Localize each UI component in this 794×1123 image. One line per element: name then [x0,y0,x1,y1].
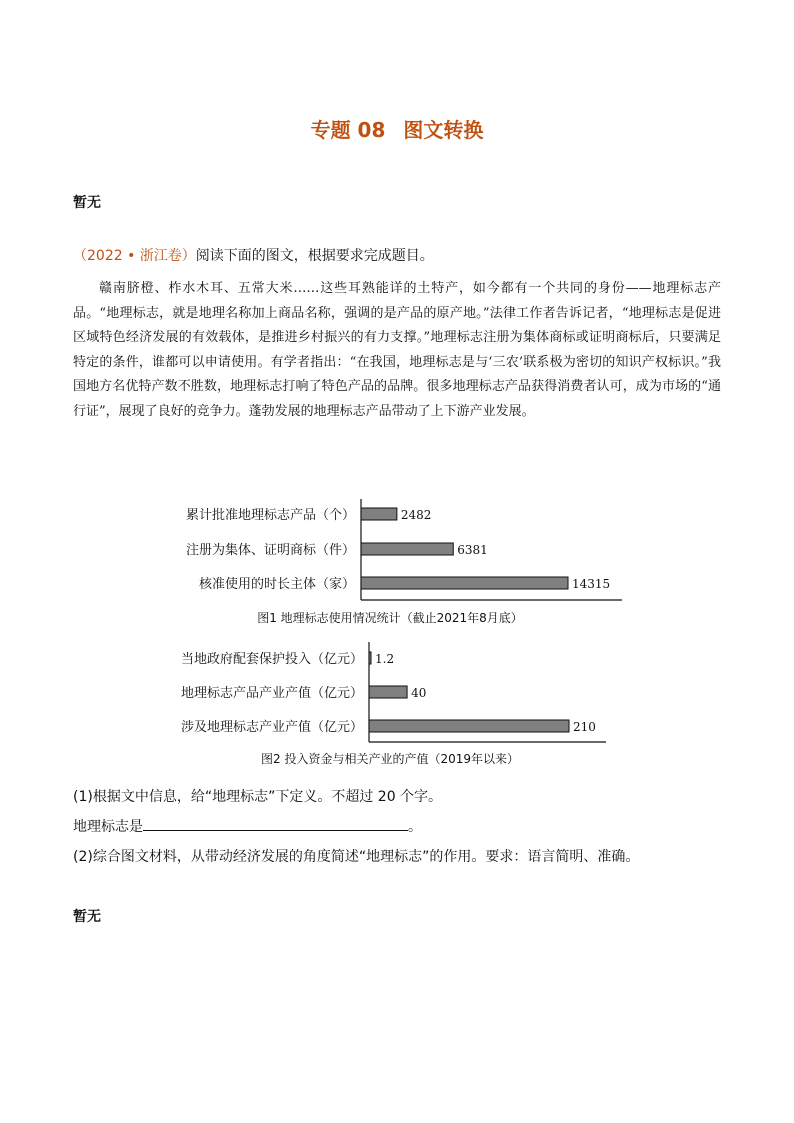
chart-1 [150,497,630,626]
question-source: （2022 • 浙江卷） [73,248,196,264]
page-title [0,114,794,143]
answer-line-1 [73,816,422,836]
title-part2: 图文转换 [403,118,484,142]
chart-2-bar [369,686,407,698]
chart-2 [150,640,630,767]
chart-2-category-label: 地理标志产品产业产值（亿元） [180,686,363,701]
chart-1-category-label: 核准使用的时长主体（家） [198,577,355,592]
chart-1-value-label: 14315 [572,577,611,591]
chart-1-caption: 图1 地理标志使用情况统计（截止2021年8月底） [257,611,523,625]
chart-2-bar [369,652,371,664]
chart-1-value-label: 6381 [457,543,488,557]
chart-2-svg [150,640,630,746]
chart-2-value-label: 1.2 [375,652,395,666]
placeholder-top: 暂无 [73,195,101,211]
reading-passage [73,277,721,425]
chart-1-bar [361,543,453,555]
passage-text: 赣南脐橙、柞水木耳、五常大米……这些耳熟能详的土特产，如今都有一个共同的身份——地理标志产品。“地理标志，就是地理名称加上商品名称，强调的是产品的原产地。”法律工作者告诉记者，“地理标志是促进区域特色经济发展的有效载体，是推进乡村振兴的有力支撑。”地理标志注册为集体商标或证明商标后，只要满足特定的条件，谁都可以申请使用。有学者指出：“在我国，地理标志是与‘三农’联系极为密切的知识产权标识。”我国地方名优特产数不胜数，地理标志打响了特色产品的品牌。很多地理标志产品获得消费者认可，成为市场的“通行证”，展现了良好的竞争力。蓬勃发展的地理标志产品带动了上下游产业发展。 [73,281,721,419]
chart-2-value-label: 210 [573,720,596,734]
chart-1-svg [150,497,630,605]
sub-question-2: (2)综合图文材料，从带动经济发展的角度简述“地理标志”的作用。要求：语言简明、准确。 [73,849,640,865]
title-part1: 专题 08 [310,118,386,142]
chart-1-category-label: 注册为集体、证明商标（件） [185,543,355,558]
chart-1-bar [361,508,397,520]
chart-2-caption: 图2 投入资金与相关产业的产值（2019年以来） [261,752,519,766]
chart-2-value-label: 40 [411,686,427,700]
question-prompt: 阅读下面的图文，根据要求完成题目。 [195,248,434,264]
chart-2-category-label: 涉及地理标志产业产值（亿元） [180,720,363,735]
chart-2-category-label: 当地政府配套保护投入（亿元） [180,652,363,667]
answer-prefix: 地理标志是 [73,819,143,835]
chart-2-bar [369,720,569,732]
chart-1-category-label: 累计批准地理标志产品（个） [185,508,355,523]
question-header [73,245,434,265]
sub-question-1: (1)根据文中信息，给“地理标志”下定义。不超过 20 个字。 [73,789,443,805]
answer-suffix: 。 [408,819,422,835]
chart-1-value-label: 2482 [400,508,432,522]
chart-1-bar [361,577,568,589]
placeholder-bottom: 暂无 [73,909,101,925]
answer-blank[interactable] [143,816,408,831]
